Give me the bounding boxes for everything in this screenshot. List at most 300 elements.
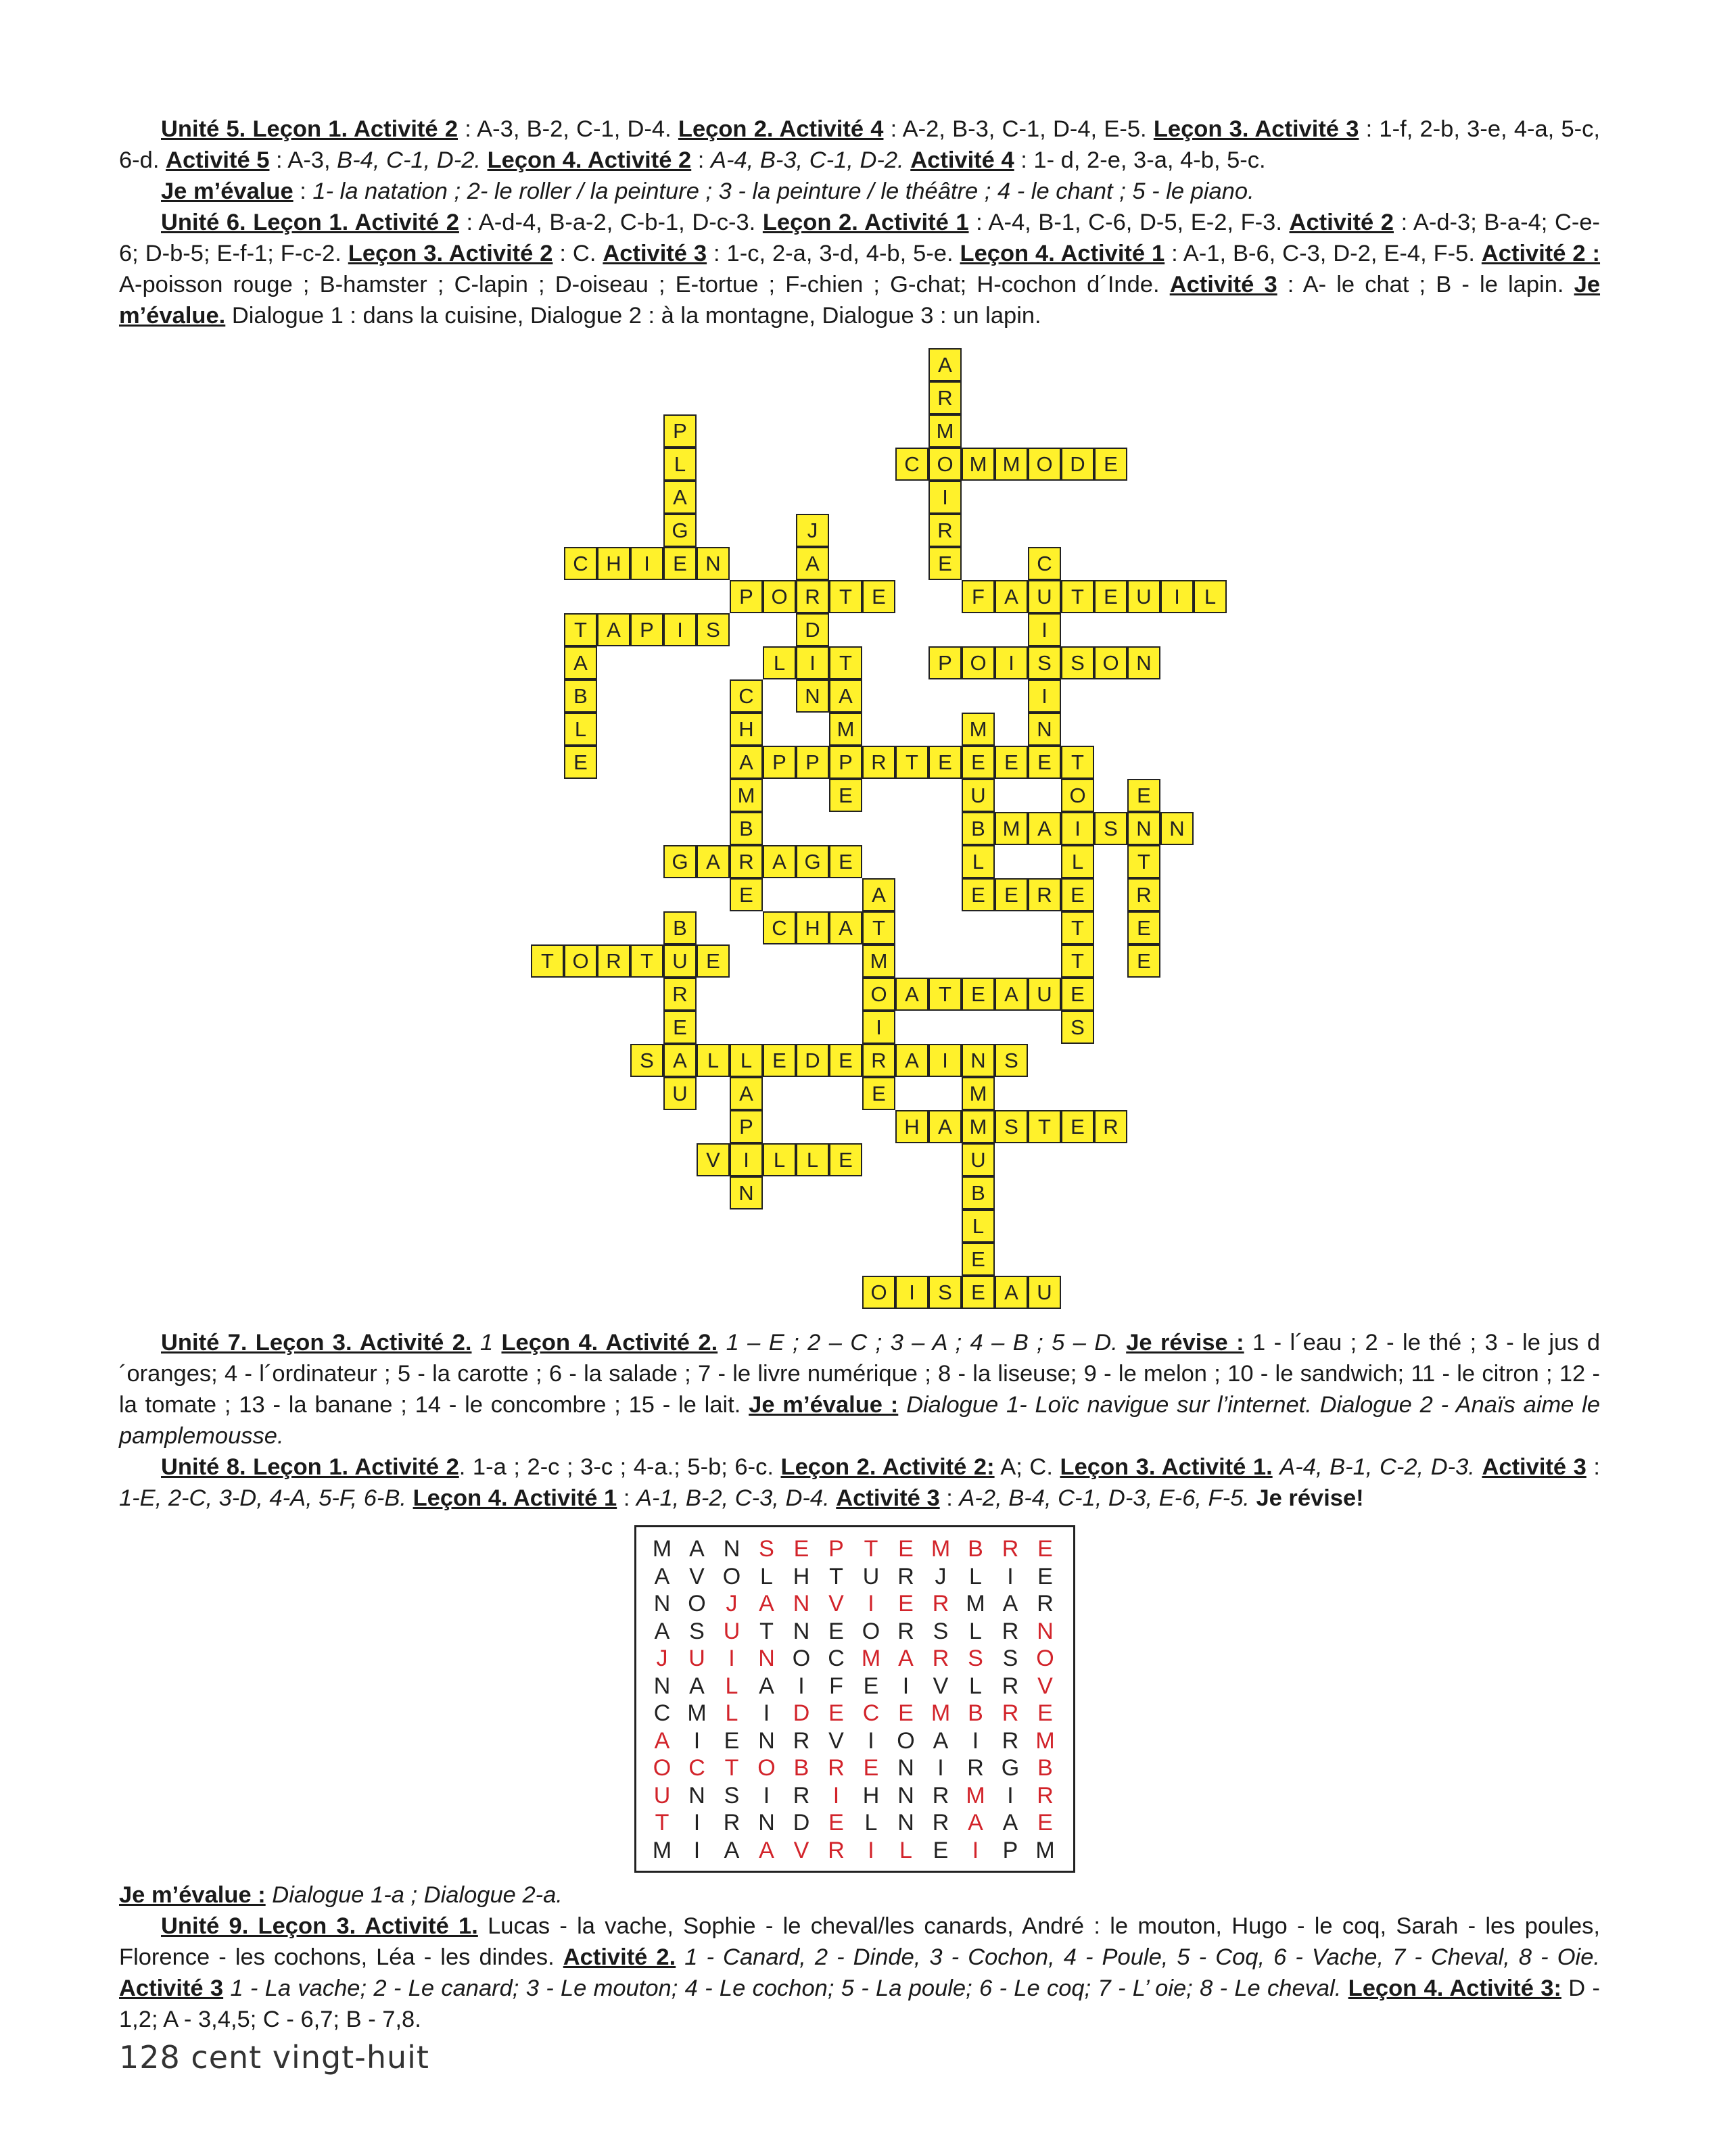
word-search-row xyxy=(649,1618,1068,1645)
word-search-letter: O xyxy=(653,1755,672,1781)
section-heading: Je m’évalue : xyxy=(119,1882,266,1908)
word-search-letter: O xyxy=(757,1755,776,1781)
crossword-cell: G xyxy=(663,514,697,547)
section-heading: Je révise : xyxy=(1126,1330,1244,1356)
crossword-cell: T xyxy=(1061,911,1094,944)
word-search-letter: I xyxy=(728,1646,735,1671)
answer-text: 1- la natation ; 2- le roller / la peinture ; 3 - la peinture / le théâtre ; 4 - le chant ; 5 - le piano. xyxy=(312,178,1254,204)
word-search-letter: A xyxy=(689,1673,705,1699)
word-search-letter: I xyxy=(763,1782,770,1808)
word-search-letter: N xyxy=(653,1673,671,1699)
word-search-letter: V xyxy=(1037,1673,1053,1699)
word-search-letter: E xyxy=(1037,1536,1053,1562)
answer-text xyxy=(676,1944,684,1970)
section-heading: Je m’évalue. xyxy=(119,272,1601,329)
word-search-letter: A xyxy=(759,1837,774,1863)
answers-unit-9 xyxy=(119,1879,1600,2035)
crossword-cell: R xyxy=(928,514,962,547)
word-search-letter: B xyxy=(1037,1755,1053,1781)
word-search-letter: V xyxy=(828,1591,844,1616)
crossword-cell: E xyxy=(1127,779,1160,812)
word-search-letter: L xyxy=(969,1563,982,1589)
word-search-letter: E xyxy=(828,1700,844,1726)
crossword-cell: A xyxy=(995,978,1028,1011)
crossword-cell: I xyxy=(796,646,829,679)
crossword-cell: S xyxy=(1094,812,1127,845)
word-search-letter: R xyxy=(828,1837,845,1863)
word-search-letter: J xyxy=(656,1646,668,1671)
word-search-letter: U xyxy=(688,1646,705,1671)
crossword-cell: C xyxy=(564,547,597,580)
answer-text xyxy=(904,147,911,173)
crossword-cell: R xyxy=(1094,1110,1127,1143)
section-heading: Leçon 2. Activité 4 xyxy=(678,116,884,142)
crossword-cell: T xyxy=(1061,580,1094,613)
answer-text: : 1-f, 2-b, 3-e, 4-a, 5-c, 6-d. xyxy=(119,116,1600,173)
word-search-letter: E xyxy=(1037,1810,1053,1836)
crossword-cell: L xyxy=(564,713,597,746)
crossword-cell: N xyxy=(1160,812,1194,845)
crossword-cell: H xyxy=(730,713,763,746)
crossword-cell: A xyxy=(796,547,829,580)
answer-text: 1 - La vache; 2 - Le canard; 3 - Le mouton; 4 - Le cochon; 5 - La poule; 6 - Le coq; 7 - L’ oie; 8 - Le cheval. xyxy=(230,1975,1342,2001)
crossword-cell: A xyxy=(597,613,630,646)
section-heading: Leçon 4. Activité 2 xyxy=(487,147,692,173)
crossword-cell: P xyxy=(796,746,829,779)
crossword-cell: E xyxy=(663,1011,697,1044)
word-search-letter: S xyxy=(933,1618,949,1644)
word-search-letter: O xyxy=(722,1563,741,1589)
answer-text: : A-2, B-3, C-1, D-4, E-5. xyxy=(883,116,1154,142)
crossword-cell: E xyxy=(962,1276,995,1309)
answer-text: B-4, C-1, D-2. xyxy=(337,147,481,173)
crossword-cell: R xyxy=(597,944,630,978)
crossword-cell: E xyxy=(1028,746,1061,779)
word-search-letter: I xyxy=(693,1727,701,1754)
crossword-cell: P xyxy=(928,646,962,679)
answer-text: Dialogue 1- Loïc navigue sur l’internet. Dialogue 2 - Anaïs aime le pamplemousse. xyxy=(119,1392,1601,1449)
word-search-letter: V xyxy=(933,1673,949,1699)
crossword-cell: I xyxy=(730,1143,763,1176)
crossword-cell: N xyxy=(1127,646,1160,679)
word-search-letter: R xyxy=(932,1646,949,1671)
word-search-letter: T xyxy=(724,1755,739,1781)
crossword-cell: I xyxy=(862,1011,895,1044)
answer-text: 1-E, 2-C, 3-D, 4-A, 5-F, 6-B. xyxy=(119,1485,406,1511)
crossword-cell: E xyxy=(829,1143,862,1176)
crossword-cell: L xyxy=(962,1209,995,1243)
crossword-cell: A xyxy=(995,1276,1028,1309)
crossword-cell: A xyxy=(829,679,862,713)
word-search-letter: I xyxy=(937,1755,944,1781)
crossword-cell: E xyxy=(1127,911,1160,944)
crossword-cell: B xyxy=(962,1176,995,1209)
word-search-letter: I xyxy=(902,1673,910,1699)
answer-text: : 1- d, 2-e, 3-a, 4-b, 5-c. xyxy=(1014,147,1266,173)
answer-text xyxy=(1273,1454,1280,1480)
section-heading: Leçon 3. Activité 2 xyxy=(348,241,553,266)
word-search-letter: L xyxy=(760,1563,773,1589)
crossword-cell: E xyxy=(829,845,862,878)
crossword-cell: I xyxy=(1160,580,1194,613)
section-heading: Leçon 2. Activité 2: xyxy=(780,1454,995,1480)
word-search-row xyxy=(649,1673,1068,1700)
word-search-letter: I xyxy=(693,1837,701,1863)
word-search-letter: R xyxy=(793,1782,810,1808)
crossword-cell: E xyxy=(1061,1110,1094,1143)
word-search-letter: B xyxy=(968,1700,983,1726)
crossword-cell: L xyxy=(796,1143,829,1176)
answer-text: : A- le chat ; B - le lapin. xyxy=(1277,272,1574,297)
crossword-cell: F xyxy=(962,580,995,613)
crossword-cell: T xyxy=(1061,944,1094,978)
word-search-letter: A xyxy=(689,1536,705,1562)
crossword-cell: T xyxy=(1127,845,1160,878)
crossword-cell: A xyxy=(663,481,697,514)
word-search-row xyxy=(649,1590,1068,1617)
word-search-letter: C xyxy=(653,1700,671,1726)
crossword-cell: M xyxy=(962,713,995,746)
crossword-cell: L xyxy=(730,1044,763,1077)
answer-text: : A-3, xyxy=(269,147,337,173)
crossword-cell: M xyxy=(862,944,895,978)
word-search-letter: R xyxy=(828,1755,845,1781)
answer-text: A-2, B-4, C-1, D-3, E-6, F-5. xyxy=(959,1485,1250,1511)
word-search-letter: E xyxy=(933,1837,949,1863)
answer-text: Dialogue 1 : dans la cuisine, Dialogue 2 : à la montagne, Dialogue 3 : un lapin. xyxy=(225,303,1041,329)
crossword-cell: I xyxy=(663,613,697,646)
word-search-letter: N xyxy=(758,1646,775,1671)
word-search-letter: A xyxy=(654,1563,670,1589)
section-heading: Leçon 3. Activité 1. xyxy=(1060,1454,1273,1480)
word-search-letter: N xyxy=(653,1591,671,1616)
word-search-letter: U xyxy=(653,1782,671,1808)
crossword-cell: U xyxy=(1028,978,1061,1011)
word-search-letter: I xyxy=(972,1837,979,1863)
word-search-letter: I xyxy=(693,1810,701,1836)
word-search-row xyxy=(649,1754,1068,1781)
word-search-letter: U xyxy=(862,1563,880,1589)
crossword-cell: U xyxy=(962,779,995,812)
section-heading: Leçon 3. Activité 3 xyxy=(1153,116,1359,142)
answer-text: 1 xyxy=(479,1330,494,1356)
answer-text xyxy=(1250,1485,1256,1511)
crossword-cell: P xyxy=(630,613,663,646)
word-search-letter: M xyxy=(861,1646,881,1671)
word-search-letter: O xyxy=(897,1727,915,1754)
word-search-letter: L xyxy=(969,1673,982,1699)
crossword-cell: G xyxy=(663,845,697,878)
answer-text: A-poisson rouge ; B-hamster ; C-lapin ; D-oiseau ; E-tortue ; F-chien ; G-chat; H-cochon d´Inde. xyxy=(119,272,1170,297)
word-search-letter: L xyxy=(969,1618,982,1644)
word-search-letter: E xyxy=(793,1536,809,1562)
crossword-cell: O xyxy=(928,448,962,481)
word-search-letter: V xyxy=(689,1563,705,1589)
crossword-cell: P xyxy=(663,414,697,448)
word-search-letter: R xyxy=(1002,1673,1019,1699)
word-search-letter: T xyxy=(655,1810,669,1836)
answer-text: A-4, B-3, C-1, D-2. xyxy=(710,147,904,173)
crossword-cell: A xyxy=(895,978,928,1011)
section-heading: Activité 3 xyxy=(603,241,707,266)
crossword-cell: E xyxy=(697,944,730,978)
crossword-cell: P xyxy=(763,746,796,779)
word-search-letter: M xyxy=(931,1536,951,1562)
word-search-letter: M xyxy=(1035,1837,1055,1863)
word-search-letter: E xyxy=(828,1618,844,1644)
word-search-letter: R xyxy=(793,1727,810,1754)
answer-paragraph xyxy=(119,1452,1600,1514)
answer-text: A-1, B-2, C-3, D-4. xyxy=(636,1485,830,1511)
word-search-letter: A xyxy=(759,1673,774,1699)
section-heading: Unité 8. Leçon 1. Activité 2 xyxy=(161,1454,459,1480)
crossword-cell: O xyxy=(1028,448,1061,481)
answer-text: : C. xyxy=(552,241,603,266)
answer-text xyxy=(223,1975,230,2001)
crossword-cell: M xyxy=(730,779,763,812)
word-search-letter: N xyxy=(723,1536,740,1562)
word-search-letter: N xyxy=(897,1755,914,1781)
word-search-letter: O xyxy=(862,1618,880,1644)
word-search-letter: S xyxy=(759,1536,774,1562)
section-heading: Activité 5 xyxy=(166,147,270,173)
section-heading: Unité 9. Leçon 3. Activité 1. xyxy=(161,1913,478,1939)
answer-text: : 1-c, 2-a, 3-d, 4-b, 5-e. xyxy=(707,241,960,266)
answer-text xyxy=(830,1485,837,1511)
crossword-cell: H xyxy=(597,547,630,580)
word-search-letter: E xyxy=(1037,1700,1053,1726)
crossword-cell: T xyxy=(928,978,962,1011)
crossword-cell: M xyxy=(995,448,1028,481)
crossword-cell: E xyxy=(928,746,962,779)
word-search-row xyxy=(649,1782,1068,1809)
section-heading: Je m’évalue : xyxy=(749,1392,899,1418)
crossword-cell: I xyxy=(895,1276,928,1309)
answer-text: . 1-a ; 2-c ; 3-c ; 4-a.; 5-b; 6-c. xyxy=(458,1454,781,1480)
crossword-cell: P xyxy=(829,746,862,779)
answer-text: 1 - Canard, 2 - Dinde, 3 - Cochon, 4 - Poule, 5 - Coq, 6 - Vache, 7 - Cheval, 8 - Oie. xyxy=(684,1944,1600,1970)
word-search-letter: J xyxy=(935,1563,947,1589)
word-search-letter: H xyxy=(862,1782,880,1808)
word-search-letter: T xyxy=(829,1563,843,1589)
section-heading: Activité 2 : xyxy=(1481,241,1601,266)
word-search-letter: V xyxy=(793,1837,809,1863)
crossword-cell: E xyxy=(564,746,597,779)
crossword-cell: A xyxy=(763,845,796,878)
crossword-cell: A xyxy=(697,845,730,878)
crossword-cell: S xyxy=(995,1044,1028,1077)
answer-text xyxy=(266,1882,273,1908)
answer-text: : A-d-3; B-a-4; C-e-6; D-b-5; E-f-1; F-c-2. xyxy=(119,210,1601,266)
crossword-cell: L xyxy=(763,646,796,679)
crossword-cell: P xyxy=(730,580,763,613)
crossword-cell: E xyxy=(962,1243,995,1276)
crossword-cell: B xyxy=(962,812,995,845)
word-search-letter: R xyxy=(1002,1536,1019,1562)
section-heading: Activité 3 xyxy=(1482,1454,1586,1480)
crossword-cell: C xyxy=(730,679,763,713)
word-search-letter: N xyxy=(793,1591,810,1616)
crossword-cell: B xyxy=(564,679,597,713)
word-search-letter: I xyxy=(868,1837,874,1863)
crossword-cell: E xyxy=(928,547,962,580)
crossword-cell: L xyxy=(697,1044,730,1077)
word-search-letter: R xyxy=(723,1810,740,1836)
word-search-letter: A xyxy=(933,1727,949,1754)
section-heading: Unité 5. Leçon 1. Activité 2 xyxy=(161,116,458,142)
word-search-row xyxy=(649,1809,1068,1836)
word-search-letter: A xyxy=(654,1727,670,1754)
crossword-cell: H xyxy=(895,1110,928,1143)
crossword-cell: S xyxy=(697,613,730,646)
crossword-cell: R xyxy=(730,845,763,878)
answer-paragraph xyxy=(119,176,1600,207)
crossword-cell: U xyxy=(962,1143,995,1176)
word-search-letter: R xyxy=(932,1782,949,1808)
word-search-letter: E xyxy=(1037,1563,1053,1589)
crossword-cell: E xyxy=(763,1044,796,1077)
section-heading: Activité 2. xyxy=(563,1944,676,1970)
crossword-cell: N xyxy=(796,679,829,713)
crossword-cell: N xyxy=(1127,812,1160,845)
word-search-letter: N xyxy=(688,1782,705,1808)
word-search-letter: O xyxy=(792,1646,811,1671)
crossword-cell: A xyxy=(1028,812,1061,845)
crossword-cell: S xyxy=(1061,1011,1094,1044)
answer-text: D - 1,2; A - 3,4,5; C - 6,7; B - 7,8. xyxy=(119,1975,1600,2032)
word-search-letter: I xyxy=(763,1700,770,1726)
crossword-cell: D xyxy=(796,613,829,646)
crossword-cell: E xyxy=(730,878,763,911)
crossword-cell: E xyxy=(962,746,995,779)
word-search-letter: G xyxy=(1001,1755,1020,1781)
crossword-cell: A xyxy=(928,1110,962,1143)
crossword-cell: P xyxy=(730,1110,763,1143)
crossword-cell: N xyxy=(962,1044,995,1077)
crossword-cell: O xyxy=(763,580,796,613)
word-search-letter: M xyxy=(652,1536,672,1562)
crossword-cell: A xyxy=(663,1044,697,1077)
word-search-letter: E xyxy=(863,1755,879,1781)
word-search-letter: R xyxy=(932,1591,949,1616)
section-heading: Leçon 4. Activité 3: xyxy=(1348,1975,1561,2001)
crossword-cell: N xyxy=(730,1176,763,1209)
crossword-cell: T xyxy=(1061,746,1094,779)
word-search-letter: L xyxy=(725,1673,738,1699)
word-search-row xyxy=(649,1837,1068,1864)
section-heading: Unité 6. Leçon 1. Activité 2 xyxy=(161,210,459,235)
crossword-cell: G xyxy=(796,845,829,878)
section-heading: Activité 3 xyxy=(1169,272,1277,297)
crossword-cell: S xyxy=(1061,646,1094,679)
answer-text: Dialogue 1-a ; Dialogue 2-a. xyxy=(272,1882,563,1908)
word-search-letter: A xyxy=(898,1646,914,1671)
word-search-letter: O xyxy=(1036,1646,1054,1671)
word-search-letter: I xyxy=(868,1591,874,1616)
answer-text: : A-4, B-1, C-6, D-5, E-2, F-3. xyxy=(968,210,1290,235)
crossword-cell: A xyxy=(564,646,597,679)
word-search-letter: C xyxy=(828,1646,845,1671)
word-search-letter: N xyxy=(793,1618,810,1644)
word-search-letter: C xyxy=(688,1755,705,1781)
word-search-letter: R xyxy=(1002,1618,1019,1644)
word-search-letter: O xyxy=(688,1591,706,1616)
word-search-letter: M xyxy=(652,1837,672,1863)
word-search-letter: R xyxy=(932,1810,949,1836)
crossword-cell: S xyxy=(995,1110,1028,1143)
section-heading: Leçon 4. Activité 1 xyxy=(413,1485,617,1511)
word-search-letter: N xyxy=(758,1810,775,1836)
crossword-cell: V xyxy=(697,1143,730,1176)
word-search-letter: B xyxy=(968,1536,983,1562)
crossword-cell: E xyxy=(962,878,995,911)
answer-text xyxy=(898,1392,906,1418)
word-search-letter: B xyxy=(793,1755,809,1781)
crossword-cell: U xyxy=(1028,1276,1061,1309)
word-search-letter: A xyxy=(1002,1810,1018,1836)
word-search-letter: S xyxy=(1002,1646,1018,1671)
crossword-cell: R xyxy=(1028,878,1061,911)
word-search-grid xyxy=(634,1525,1075,1873)
page-footer: 128 cent vingt-huit xyxy=(119,2039,429,2076)
word-search-letter: N xyxy=(897,1782,914,1808)
answer-text xyxy=(493,1330,501,1356)
word-search-letter: I xyxy=(798,1673,805,1699)
crossword-cell: E xyxy=(1127,944,1160,978)
crossword-cell: T xyxy=(1028,1110,1061,1143)
crossword-cell: R xyxy=(1127,878,1160,911)
word-search-letter: R xyxy=(1037,1591,1054,1616)
word-search-row xyxy=(649,1535,1068,1562)
crossword-cell: U xyxy=(1127,580,1160,613)
word-search-letter: N xyxy=(897,1810,914,1836)
crossword-cell: R xyxy=(663,978,697,1011)
crossword-cell: A xyxy=(995,580,1028,613)
section-heading: Leçon 4. Activité 1 xyxy=(960,241,1165,266)
word-search-letter: V xyxy=(828,1727,844,1754)
answer-text: : xyxy=(1586,1454,1601,1480)
answer-text: : xyxy=(293,178,313,204)
answer-text: A-4, B-1, C-2, D-3. xyxy=(1279,1454,1475,1480)
word-search-letter: A xyxy=(654,1618,670,1644)
answer-paragraph xyxy=(119,1327,1600,1452)
word-search-row xyxy=(649,1563,1068,1590)
word-search-letter: J xyxy=(726,1591,738,1616)
answer-text: Lucas - la vache, Sophie - le cheval/les canards, André : le mouton, Hugo - le coq, Sarah - les poules, Florence - les cochons, Léa - les dindes. xyxy=(119,1913,1600,1970)
crossword-cell: T xyxy=(630,944,663,978)
word-search-letter: R xyxy=(967,1755,984,1781)
word-search-letter: R xyxy=(897,1618,914,1644)
word-search-letter: E xyxy=(898,1536,914,1562)
word-search-letter: M xyxy=(966,1782,985,1808)
word-search-letter: S xyxy=(968,1646,983,1671)
crossword-cell: I xyxy=(928,481,962,514)
word-search-row xyxy=(649,1645,1068,1672)
crossword-cell: C xyxy=(763,911,796,944)
answer-text xyxy=(1475,1454,1482,1480)
word-search-letter: R xyxy=(1002,1727,1019,1754)
crossword-cell: L xyxy=(1194,580,1227,613)
crossword-cell: T xyxy=(862,911,895,944)
word-search-letter: L xyxy=(864,1810,878,1836)
answer-text: : xyxy=(617,1485,636,1511)
word-search-letter: I xyxy=(868,1727,874,1754)
word-search-letter: N xyxy=(1037,1618,1054,1644)
section-heading: Leçon 4. Activité 2. xyxy=(501,1330,718,1356)
crossword-cell: T xyxy=(829,646,862,679)
word-search-letter: C xyxy=(862,1700,880,1726)
word-search-letter: R xyxy=(897,1563,914,1589)
